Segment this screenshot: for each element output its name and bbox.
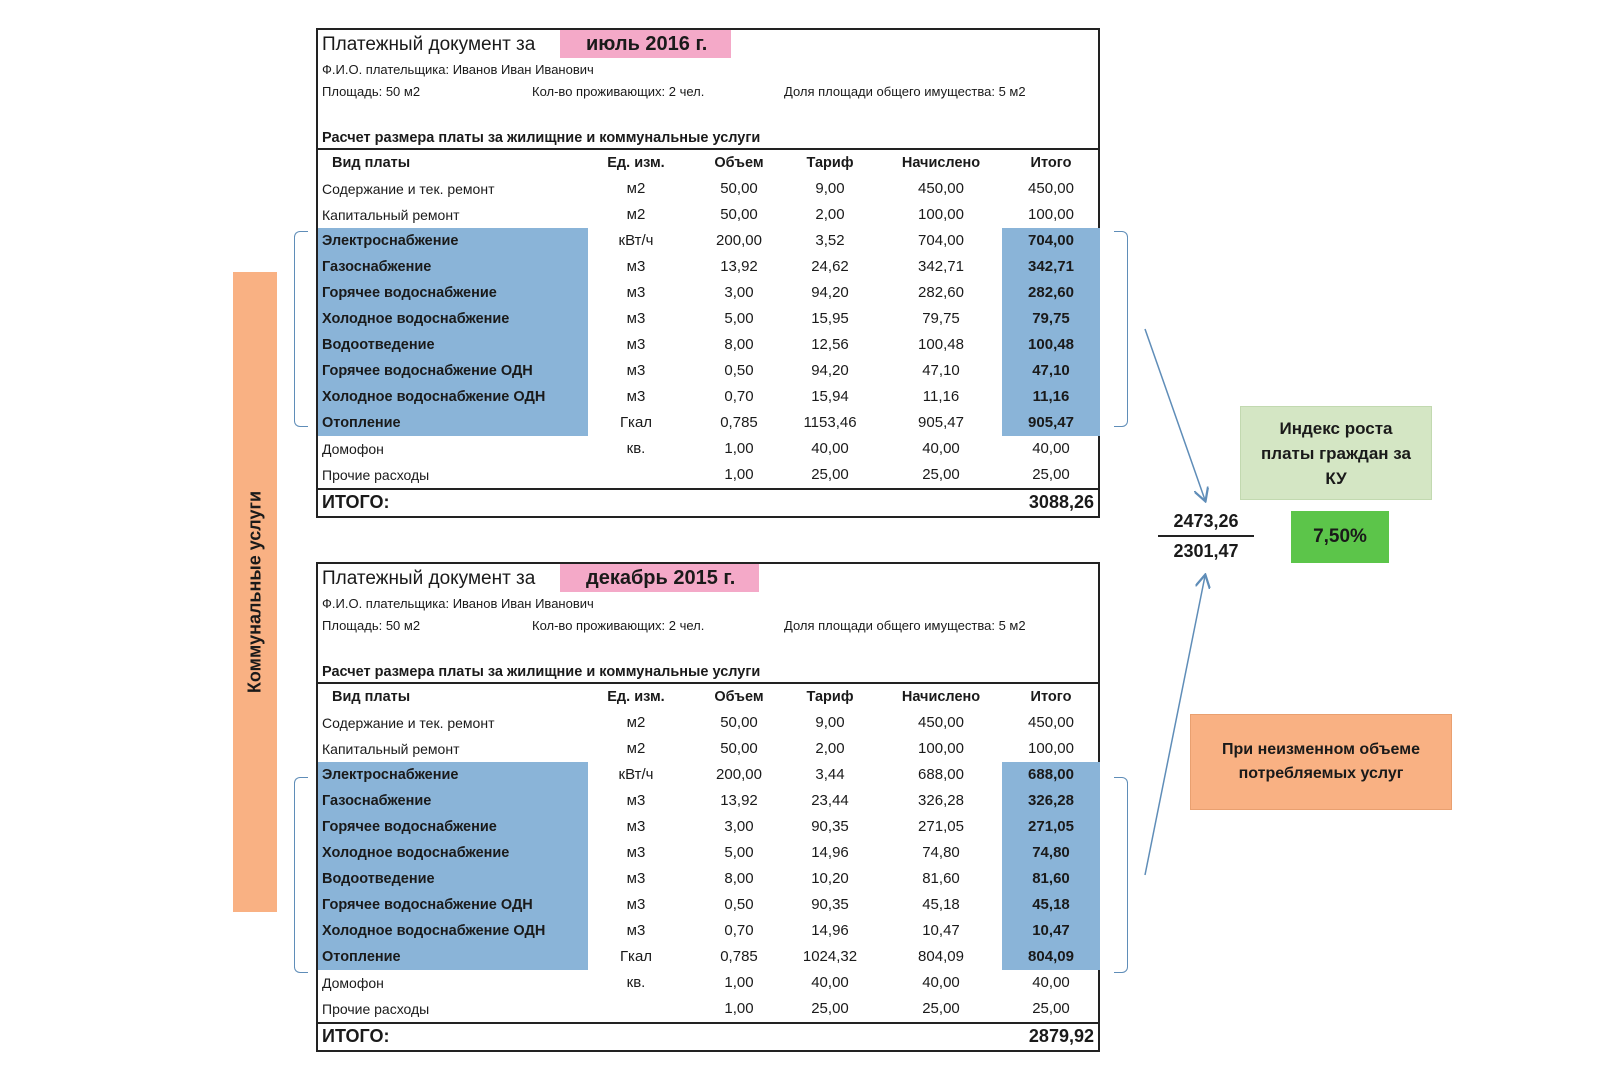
- row-volume: 0,785: [720, 948, 758, 965]
- row-volume: 0,50: [724, 896, 754, 913]
- row-tariff: 25,00: [811, 1000, 849, 1017]
- row-accrued: 25,00: [922, 1000, 960, 1017]
- row-total: 271,05: [1002, 814, 1100, 840]
- row-name: Газоснабжение: [318, 788, 588, 814]
- document-period: июль 2016 г.: [560, 30, 731, 58]
- row-accrued: 688,00: [918, 766, 964, 783]
- residents: Кол-во проживающих: 2 чел.: [532, 84, 705, 99]
- row-accrued: 11,16: [922, 388, 960, 405]
- row-unit: м3: [626, 870, 646, 887]
- residents: Кол-во проживающих: 2 чел.: [532, 618, 705, 633]
- row-name: Домофон: [322, 441, 384, 457]
- row-accrued: 704,00: [918, 232, 964, 249]
- area: Площадь: 50 м2: [322, 618, 421, 633]
- row-accrued: 905,47: [918, 414, 964, 431]
- column-header-tariff: Тариф: [806, 155, 854, 171]
- row-accrued: 100,48: [918, 336, 964, 353]
- column-header-name: Вид платы: [332, 689, 411, 705]
- row-accrued: 81,60: [922, 870, 960, 887]
- row-tariff: 9,00: [815, 180, 845, 197]
- row-tariff: 90,35: [811, 896, 849, 913]
- row-total: 100,00: [1028, 206, 1074, 223]
- row-unit: кв.: [626, 440, 646, 457]
- row-unit: м3: [626, 896, 646, 913]
- row-name: Домофон: [322, 975, 384, 991]
- row-tariff: 3,52: [815, 232, 845, 249]
- row-volume: 5,00: [724, 310, 754, 327]
- row-volume: 0,70: [724, 388, 754, 405]
- index-value: 7,50%: [1313, 526, 1367, 547]
- row-accrued: 342,71: [918, 258, 964, 275]
- row-total: 79,75: [1002, 306, 1100, 332]
- row-volume: 8,00: [724, 336, 754, 353]
- row-accrued: 40,00: [922, 974, 960, 991]
- index-label: Индекс роста платы граждан за КУ: [1261, 418, 1411, 488]
- row-tariff: 10,20: [811, 870, 849, 887]
- row-name: Содержание и тек. ремонт: [322, 715, 495, 731]
- row-name: Отопление: [318, 410, 588, 436]
- row-unit: м2: [626, 740, 646, 757]
- row-tariff: 94,20: [811, 362, 849, 379]
- row-tariff: 25,00: [811, 466, 849, 483]
- row-accrued: 450,00: [918, 714, 964, 731]
- row-total: 342,71: [1002, 254, 1100, 280]
- row-volume: 50,00: [720, 740, 758, 757]
- column-header-total: Итого: [1030, 689, 1072, 705]
- row-tariff: 9,00: [815, 714, 845, 731]
- row-accrued: 804,09: [918, 948, 964, 965]
- row-volume: 200,00: [716, 232, 762, 249]
- arrow-top: [1145, 329, 1205, 500]
- row-unit: м3: [626, 284, 646, 301]
- row-name: Холодное водоснабжение ОДН: [318, 384, 588, 410]
- row-name: Капитальный ремонт: [322, 741, 460, 757]
- row-tariff: 1153,46: [803, 414, 857, 431]
- document-title: Платежный документ за: [322, 34, 536, 55]
- row-unit: кВт/ч: [618, 766, 654, 783]
- row-name: Капитальный ремонт: [322, 207, 460, 223]
- row-tariff: 15,94: [811, 388, 849, 405]
- row-volume: 1,00: [724, 440, 754, 457]
- row-volume: 8,00: [724, 870, 754, 887]
- row-total: 100,48: [1002, 332, 1100, 358]
- row-name: Горячее водоснабжение ОДН: [318, 892, 588, 918]
- row-volume: 5,00: [724, 844, 754, 861]
- row-accrued: 10,47: [922, 922, 960, 939]
- row-total: 47,10: [1002, 358, 1100, 384]
- column-header-volume: Объем: [714, 155, 764, 171]
- row-total: 450,00: [1028, 714, 1074, 731]
- row-tariff: 14,96: [811, 844, 849, 861]
- row-unit: м2: [626, 180, 646, 197]
- row-accrued: 45,18: [922, 896, 960, 913]
- row-unit: м3: [626, 818, 646, 835]
- side-label-text: Коммунальные услуги: [244, 490, 265, 694]
- row-total: 450,00: [1028, 180, 1074, 197]
- common-share: Доля площади общего имущества: 5 м2: [784, 84, 1026, 99]
- row-volume: 1,00: [724, 466, 754, 483]
- row-unit: м3: [626, 336, 646, 353]
- row-total: 282,60: [1002, 280, 1100, 306]
- column-header-accrued: Начислено: [901, 155, 981, 171]
- total-value: 3088,26: [1028, 492, 1094, 512]
- row-volume: 1,00: [724, 1000, 754, 1017]
- row-total: 905,47: [1002, 410, 1100, 436]
- column-header-volume: Объем: [714, 689, 764, 705]
- row-accrued: 326,28: [918, 792, 964, 809]
- row-unit: Гкал: [619, 414, 653, 431]
- total-value: 2879,92: [1028, 1026, 1094, 1046]
- row-unit: кВт/ч: [618, 232, 654, 249]
- row-accrued: 47,10: [922, 362, 960, 379]
- column-header-total: Итого: [1030, 155, 1072, 171]
- column-header-accrued: Начислено: [901, 689, 981, 705]
- row-tariff: 94,20: [811, 284, 849, 301]
- row-volume: 13,92: [720, 792, 758, 809]
- payer-name: Ф.И.О. плательщика: Иванов Иван Иванович: [322, 62, 594, 77]
- index-label-box: [1240, 406, 1432, 500]
- row-name: Холодное водоснабжение ОДН: [318, 918, 588, 944]
- row-total: 40,00: [1032, 440, 1070, 457]
- row-name: Холодное водоснабжение: [318, 840, 588, 866]
- row-tariff: 15,95: [811, 310, 849, 327]
- fraction-line: [1158, 535, 1254, 537]
- row-volume: 0,70: [724, 922, 754, 939]
- row-unit: м3: [626, 258, 646, 275]
- row-name: Газоснабжение: [318, 254, 588, 280]
- row-name: Электроснабжение: [318, 228, 588, 254]
- row-tariff: 2,00: [815, 740, 845, 757]
- total-label: ИТОГО:: [322, 492, 390, 512]
- row-total: 326,28: [1002, 788, 1100, 814]
- row-name: Горячее водоснабжение: [318, 814, 588, 840]
- row-unit: кв.: [626, 974, 646, 991]
- payer-name: Ф.И.О. плательщика: Иванов Иван Иванович: [322, 596, 594, 611]
- row-total: 74,80: [1002, 840, 1100, 866]
- row-total: 45,18: [1002, 892, 1100, 918]
- row-name: Водоотведение: [318, 332, 588, 358]
- document-period: декабрь 2015 г.: [560, 564, 759, 592]
- growth-fraction: [1158, 508, 1254, 564]
- column-header-unit: Ед. изм.: [607, 155, 665, 171]
- row-accrued: 40,00: [922, 440, 960, 457]
- row-unit: м3: [626, 310, 646, 327]
- column-header-name: Вид платы: [332, 155, 411, 171]
- section-title: Расчет размера платы за жилищние и коммунальные услуги: [322, 664, 761, 680]
- row-total: 11,16: [1002, 384, 1100, 410]
- row-volume: 0,785: [720, 414, 758, 431]
- row-accrued: 100,00: [918, 206, 964, 223]
- row-accrued: 271,05: [918, 818, 964, 835]
- row-name: Содержание и тек. ремонт: [322, 181, 495, 197]
- row-total: 100,00: [1028, 740, 1074, 757]
- row-volume: 13,92: [720, 258, 758, 275]
- row-unit: Гкал: [619, 948, 653, 965]
- row-name: Холодное водоснабжение: [318, 306, 588, 332]
- row-name: Горячее водоснабжение ОДН: [318, 358, 588, 384]
- row-volume: 0,50: [724, 362, 754, 379]
- row-tariff: 12,56: [811, 336, 849, 353]
- row-accrued: 25,00: [922, 466, 960, 483]
- row-tariff: 40,00: [811, 974, 849, 991]
- row-total: 25,00: [1032, 1000, 1070, 1017]
- row-accrued: 79,75: [922, 310, 960, 327]
- note-box: [1190, 714, 1452, 810]
- column-header-unit: Ед. изм.: [607, 689, 665, 705]
- row-tariff: 3,44: [815, 766, 845, 783]
- row-unit: м3: [626, 388, 646, 405]
- row-accrued: 100,00: [918, 740, 964, 757]
- row-volume: 50,00: [720, 206, 758, 223]
- row-volume: 200,00: [716, 766, 762, 783]
- common-share: Доля площади общего имущества: 5 м2: [784, 618, 1026, 633]
- fraction-numerator: 2473,26: [1173, 511, 1239, 531]
- row-name: Отопление: [318, 944, 588, 970]
- area: Площадь: 50 м2: [322, 84, 421, 99]
- row-unit: м3: [626, 922, 646, 939]
- row-name: Водоотведение: [318, 866, 588, 892]
- row-accrued: 282,60: [918, 284, 964, 301]
- total-label: ИТОГО:: [322, 1026, 390, 1046]
- note-text: При неизменном объеме потребляемых услуг: [1222, 741, 1420, 782]
- row-unit: м3: [626, 792, 646, 809]
- row-name: Прочие расходы: [322, 1001, 430, 1017]
- row-total: 804,09: [1002, 944, 1100, 970]
- row-tariff: 40,00: [811, 440, 849, 457]
- row-total: 688,00: [1002, 762, 1100, 788]
- row-unit: м2: [626, 714, 646, 731]
- row-total: 704,00: [1002, 228, 1100, 254]
- row-accrued: 450,00: [918, 180, 964, 197]
- row-volume: 3,00: [724, 284, 754, 301]
- row-tariff: 14,96: [811, 922, 849, 939]
- row-volume: 3,00: [724, 818, 754, 835]
- row-name: Горячее водоснабжение: [318, 280, 588, 306]
- row-volume: 50,00: [720, 180, 758, 197]
- row-total: 81,60: [1002, 866, 1100, 892]
- row-volume: 50,00: [720, 714, 758, 731]
- row-volume: 1,00: [724, 974, 754, 991]
- row-total: 10,47: [1002, 918, 1100, 944]
- row-unit: м3: [626, 844, 646, 861]
- row-tariff: 23,44: [811, 792, 849, 809]
- fraction-denominator: 2301,47: [1173, 541, 1239, 561]
- row-unit: м3: [626, 362, 646, 379]
- row-accrued: 74,80: [922, 844, 960, 861]
- row-tariff: 90,35: [811, 818, 849, 835]
- row-unit: м2: [626, 206, 646, 223]
- row-total: 25,00: [1032, 466, 1070, 483]
- section-title: Расчет размера платы за жилищние и коммунальные услуги: [322, 130, 761, 146]
- row-name: Электроснабжение: [318, 762, 588, 788]
- row-total: 40,00: [1032, 974, 1070, 991]
- row-tariff: 1024,32: [802, 948, 858, 965]
- column-header-tariff: Тариф: [806, 689, 854, 705]
- row-tariff: 24,62: [811, 258, 849, 275]
- row-tariff: 2,00: [815, 206, 845, 223]
- index-value-box: [1291, 511, 1389, 563]
- row-name: Прочие расходы: [322, 467, 430, 483]
- document-title: Платежный документ за: [322, 568, 536, 589]
